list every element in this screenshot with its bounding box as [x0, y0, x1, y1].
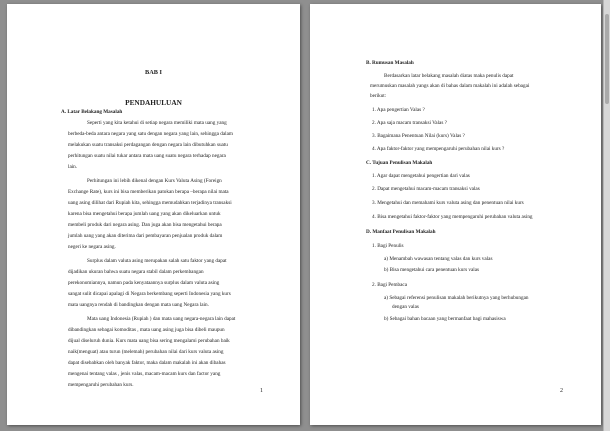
text-line: berikut:: [370, 93, 387, 99]
list-item: 2. Apa saja macam transaksi Valas ?: [372, 120, 447, 126]
text-line: dijadikan ukuran bahwa suatu negara stabil dalam perkembangan: [68, 269, 204, 275]
list-item: b) Bisa mengetahui cara penentuan kurs valas: [384, 267, 480, 273]
page-1: [7, 4, 300, 425]
list-item: 2. Dapat mengetahui macam-macam transaksi valas: [372, 186, 480, 192]
list-item: 1. Apa pengertian Valas ?: [372, 107, 425, 113]
chapter-heading: BAB I: [145, 69, 162, 76]
text-line: sangat sulit dicapai apalagi di Negara berkembang seperti Indonesia yang kurs: [68, 291, 231, 297]
text-line: uang asing dilihat dari Rupiah kita, sehingga memudahkan terjadinya transaksi: [68, 200, 232, 206]
page-number: 1: [260, 388, 263, 394]
text-line: berbeda-beda antara negara yang satu dengan negara yang lain, sehingga dalam: [68, 131, 233, 137]
text-line: membeli produk dari negara asing. Dan juga akan bisa mengetahui berapa: [68, 222, 222, 228]
page-number: 2: [560, 388, 563, 394]
text-line: dapat disebabkan oleh banyak faktor, maka dalam makalah ini akan dibahas: [68, 360, 226, 366]
benefit-writer-heading: 1. Bagi Penulis: [372, 243, 404, 249]
text-line: naik(menguat) atau turun (melemah) perubahan nilai dari kurs valuta asing: [68, 349, 224, 355]
list-item: 3. Bagaimana Penentuan Nilai (kurs) Valas ?: [372, 133, 465, 139]
text-line: dijual diseluruh dunia. Kurs mata uang bisa sering mengalami perubahan baik: [68, 338, 230, 344]
section-d-heading: D. Manfaat Penulisan Makalah: [366, 229, 436, 235]
text-line: lain.: [68, 164, 78, 170]
chapter-title: PENDAHULUAN: [125, 98, 182, 107]
text-line: mengenai tentang valas , jenis valas, macam-macam kurs dan factor yang: [68, 371, 221, 377]
section-c-heading: C. Tujuan Penulisan Makalah: [366, 160, 433, 166]
text-line: dibandingkan sebagai komoditas , mata uang asing juga bisa dibeli maupun: [68, 327, 225, 333]
vertical-scrollbar[interactable]: [603, 0, 610, 431]
text-line: melakukan suatu transaksi perdagangan dengan negara lain dibutuhkan suatu: [68, 142, 228, 148]
text-line: merumuskan masalah yangs akan di bahas dalam makalah ini adalah sebagai: [370, 83, 530, 89]
list-item: 4. Apa faktor-faktor yang mempengaruhi perubahan nilai kurs ?: [372, 146, 505, 152]
text-line: Perhitungan ini lebih dikenal dengan Kurs Valuta Asing (Foreign: [87, 178, 222, 184]
text-line: karena bisa mengetahui berapa jumlah uang yang akan dikeluarkan untuk: [68, 211, 221, 217]
text-line: perekonomiannya, namun pada kenyataannya surplus dalam valuta asing: [68, 280, 220, 286]
list-item: b) Sebagai bahan bacaan yang bermanfaat bagi mahasiswa: [384, 316, 506, 322]
list-item: 3. Mengetahui dan memahami kurs valuta asing dan penentuan nilai kurs: [372, 200, 524, 206]
text-line: Berdasarkan latar belakang masalah diatas maka penulis dapat: [384, 73, 514, 79]
section-b-heading: B. Rumusan Masalah: [366, 60, 414, 66]
scrollbar-thumb[interactable]: [605, 14, 609, 104]
text-line: Mata uang Indonesia (Rupiah ) dan mata uang negara-negara lain dapat: [87, 316, 236, 322]
text-line: mata uangnya rendah di bandingkan dengan mata uang Negara lain.: [68, 302, 209, 308]
text-line: mempengaruhi perubahan kurs.: [68, 382, 134, 388]
page-2: [310, 4, 601, 425]
list-item: a) Menambah wawasan tentang valas dan kurs valas: [384, 256, 493, 262]
list-item: 4. Bisa mengetahui faktor-faktor yang mempengaruhi perubahan valuta asing: [372, 214, 533, 220]
text-line: negeri ke negara asing.: [68, 244, 116, 250]
text-line: jumlah uang yang akan diterima dari pembayaran penjualan produk dalam: [68, 233, 223, 239]
text-line: perhitungan suatu nilai tukar antara mata uang suatu negara terhadap negara: [68, 153, 226, 159]
text-line: Exchange Rate), kurs ini bisa memberikan patokan berapa –berapa nilai mata: [68, 189, 229, 195]
section-a-heading: A. Latar Belakang Masalah: [61, 109, 123, 115]
benefit-reader-heading: 2. Bagi Pembaca: [372, 282, 408, 288]
list-item: 1. Agar dapat mengetahui pengertian dari valas: [372, 173, 470, 179]
list-item: a) Sebagai referensi penulisan makalah berikutnya yang berhubungan: [384, 295, 529, 301]
text-line: Seperti yang kita ketahui di setiap negara memiliki mata uang yang: [87, 120, 227, 126]
text-line: Surplus dalam valuta asing merupakan salah satu faktor yang dapat: [87, 258, 227, 264]
list-item: dengan valas: [392, 304, 419, 310]
